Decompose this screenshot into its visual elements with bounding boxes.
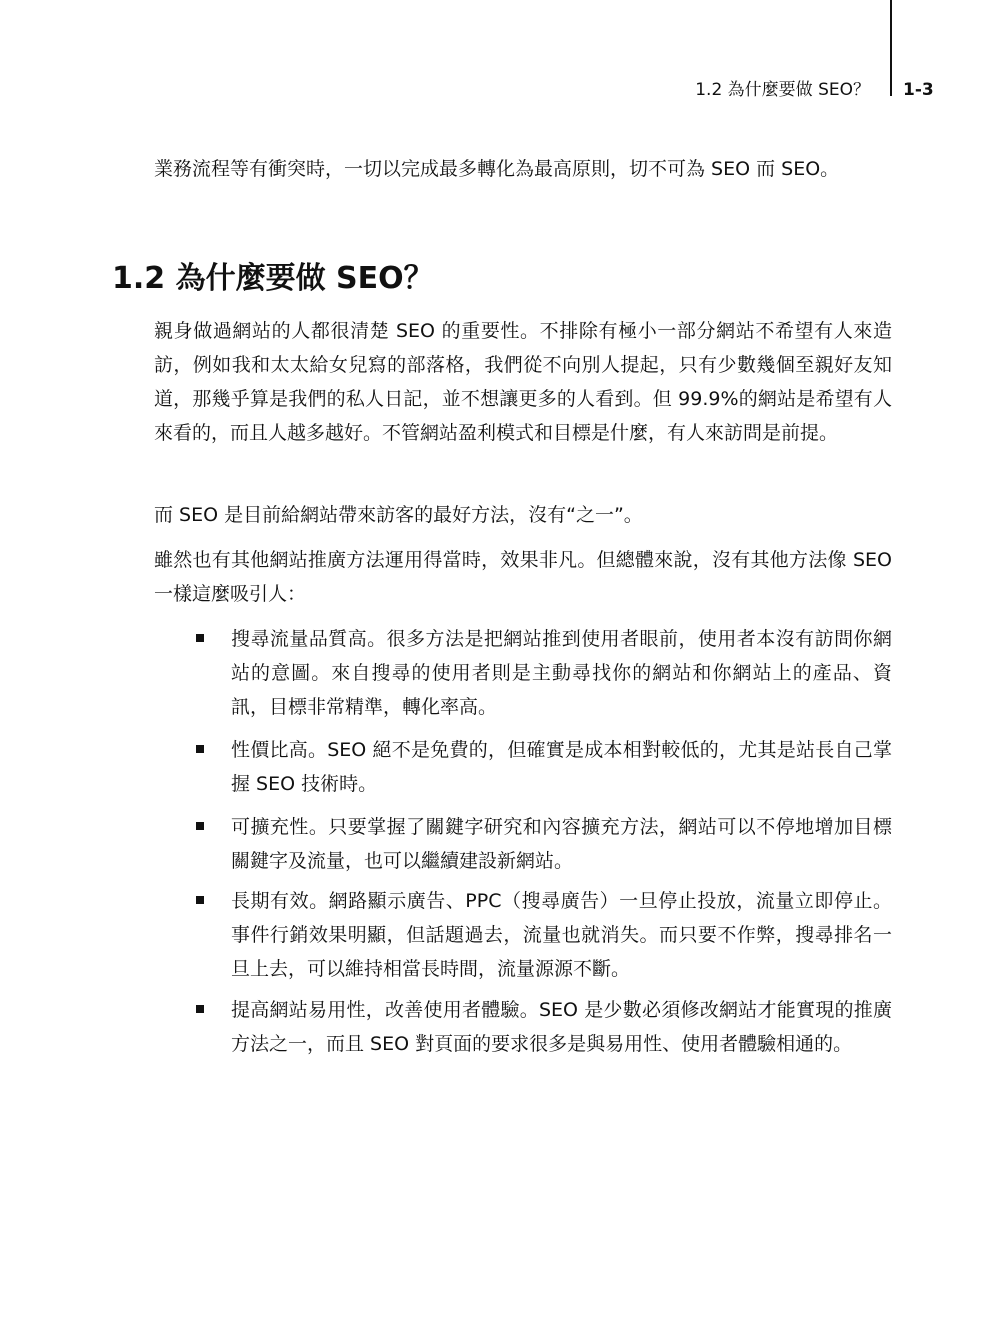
paragraph: 親身做過網站的人都很清楚 SEO 的重要性。不排除有極小一部分網站不希望有人來造訪，例如我和太太給女兒寫的部落格，我們從不向別人提起，只有少數幾個至親好友知道，那幾乎算是我們的私人日記，並不想讓更多的人看到。但 99.9%的網站是希望有人來看的，而且人越多越好。不管網站盈利模式和目標是什麼，有人來訪問是前提。	[154, 320, 892, 444]
square-bullet-icon	[196, 896, 204, 904]
square-bullet-icon	[196, 745, 204, 753]
square-bullet-icon	[196, 1005, 204, 1013]
list-item-text: 搜尋流量品質高。很多方法是把網站推到使用者眼前，使用者本沒有訪問你網站的意圖。來自搜尋的使用者則是主動尋找你的網站和你網站上的產品、資訊，目標非常精準，轉化率高。	[231, 628, 892, 718]
page-number: 1-3	[903, 80, 934, 100]
intro-paragraph: 業務流程等有衝突時，一切以完成最多轉化為最高原則，切不可為 SEO 而 SEO。	[154, 158, 840, 180]
list-item-text: 性價比高。SEO 絕不是免費的，但確實是成本相對較低的，尤其是站長自己掌握 SEO 技術時。	[231, 739, 892, 795]
list-item-text: 可擴充性。只要掌握了關鍵字研究和內容擴充方法，網站可以不停地增加目標關鍵字及流量，也可以繼續建設新網站。	[231, 816, 892, 872]
list-item-text: 提高網站易用性，改善使用者體驗。SEO 是少數必須修改網站才能實現的推廣方法之一，而且 SEO 對頁面的要求很多是與易用性、使用者體驗相通的。	[231, 999, 892, 1055]
square-bullet-icon	[196, 634, 204, 642]
section-heading: 1.2 為什麼要做 SEO？	[112, 261, 434, 296]
paragraph: 雖然也有其他網站推廣方法運用得當時，效果非凡。但總體來說，沒有其他方法像 SEO 一樣這麼吸引人：	[154, 549, 892, 605]
list-item-text: 長期有效。網路顯示廣告、PPC（搜尋廣告）一旦停止投放，流量立即停止。事件行銷效果明顯，但話題過去，流量也就消失。而只要不作弊，搜尋排名一旦上去，可以維持相當長時間，流量源源不斷。	[231, 890, 892, 980]
running-header-title: 1.2 為什麼要做 SEO？	[695, 80, 870, 100]
square-bullet-icon	[196, 822, 204, 830]
paragraph: 而 SEO 是目前給網站帶來訪客的最好方法，沒有“之一”。	[154, 504, 643, 526]
header-divider	[890, 0, 892, 96]
